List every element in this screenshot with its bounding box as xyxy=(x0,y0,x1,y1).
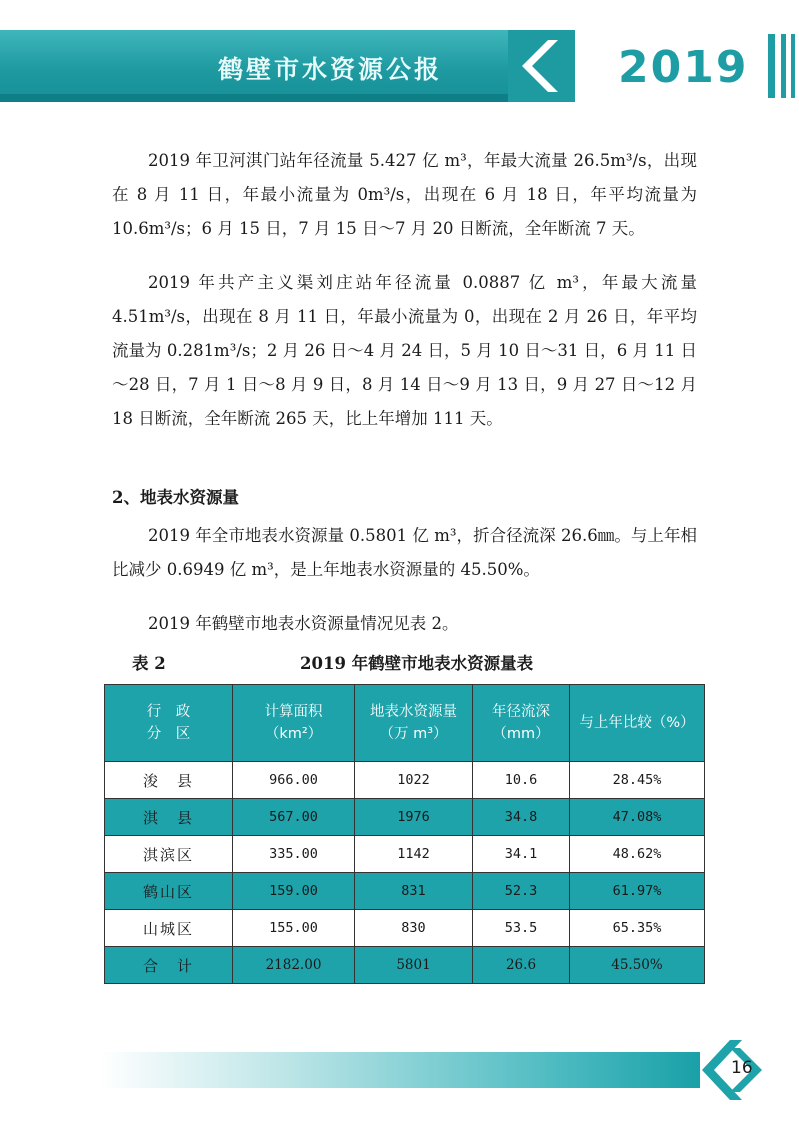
year-label: 2019 xyxy=(618,42,749,93)
surface-water-table xyxy=(104,684,705,984)
cell-runoff-depth: 34.1 xyxy=(473,836,570,873)
cell-area: 335.00 xyxy=(233,836,355,873)
table-total-row xyxy=(105,947,705,984)
cell-area: 155.00 xyxy=(233,910,355,947)
paragraph-surface-water: 2019 年全市地表水资源量 0.5801 亿 m³，折合径流深 26.6㎜。与上年相比减少 0.6949 亿 m³，是上年地表水资源量的 45.50%。 xyxy=(112,526,697,579)
cell-resource: 5801 xyxy=(355,947,473,984)
cell-ratio: 28.45% xyxy=(570,762,705,799)
cell-ratio: 61.97% xyxy=(570,873,705,910)
page-header xyxy=(0,30,799,102)
cell-resource: 1142 xyxy=(355,836,473,873)
footer-band xyxy=(100,1052,700,1088)
chevron-left-icon xyxy=(508,30,580,102)
cell-ratio: 47.08% xyxy=(570,799,705,836)
table-row xyxy=(105,762,705,799)
header-band-shadow xyxy=(0,94,560,102)
cell-area: 966.00 xyxy=(233,762,355,799)
cell-region: 浚 县 xyxy=(105,762,233,799)
column-header: 行 政 分 区 xyxy=(105,685,233,762)
section-heading: 2、地表水资源量 xyxy=(112,488,239,507)
page-number: 16 xyxy=(731,1058,753,1078)
cell-runoff-depth: 34.8 xyxy=(473,799,570,836)
cell-ratio: 45.50% xyxy=(570,947,705,984)
table-header-row xyxy=(105,685,705,762)
column-header: 地表水资源量 （万 m³） xyxy=(355,685,473,762)
table-row xyxy=(105,799,705,836)
cell-area: 159.00 xyxy=(233,873,355,910)
publication-title: 鹤壁市水资源公报 xyxy=(218,55,443,84)
paragraph-liuzhuang-station: 2019 年共产主义渠刘庄站年径流量 0.0887 亿 m³，年最大流量 4.51m³/s，出现在 8 月 11 日，年最小流量为 0，出现在 2 月 26 日，年平均流量为 0.281m³/s；2 月 26 日～4 月 24 日，5 月 10 日～31 日，6 月 11 日～28 日，7 月 1 日～8 月 9 日，8 月 14 日～9 月 13 日，9 月 27 日～12 月 18 日断流，全年断流 265 天，比上年增加 111 天。 xyxy=(112,273,697,428)
paragraph-qimen-station: 2019 年卫河淇门站年径流量 5.427 亿 m³，年最大流量 26.5m³/s，出现在 8 月 11 日，年最小流量为 0m³/s，出现在 6 月 18 日，年平均流量为 10.6m³/s；6 月 15 日，7 月 15 日～7 月 20 日断流，全年断流 7 天。 xyxy=(112,151,697,238)
cell-ratio: 48.62% xyxy=(570,836,705,873)
header-stripe xyxy=(768,34,775,98)
table-label: 表 2 xyxy=(132,654,166,673)
table-row xyxy=(105,873,705,910)
table-title: 2019 年鹤壁市地表水资源量表 xyxy=(300,654,534,673)
cell-resource: 831 xyxy=(355,873,473,910)
table-row xyxy=(105,836,705,873)
cell-area: 567.00 xyxy=(233,799,355,836)
cell-resource: 830 xyxy=(355,910,473,947)
column-header: 与上年比较（%） xyxy=(570,685,705,762)
cell-region: 山城区 xyxy=(105,910,233,947)
header-stripe xyxy=(781,34,786,98)
cell-runoff-depth: 53.5 xyxy=(473,910,570,947)
cell-region: 鹤山区 xyxy=(105,873,233,910)
cell-resource: 1022 xyxy=(355,762,473,799)
cell-runoff-depth: 26.6 xyxy=(473,947,570,984)
column-header: 计算面积 （km²） xyxy=(233,685,355,762)
cell-region: 淇 县 xyxy=(105,799,233,836)
column-header: 年径流深 （mm） xyxy=(473,685,570,762)
cell-region: 淇滨区 xyxy=(105,836,233,873)
cell-runoff-depth: 10.6 xyxy=(473,762,570,799)
cell-resource: 1976 xyxy=(355,799,473,836)
cell-runoff-depth: 52.3 xyxy=(473,873,570,910)
cell-ratio: 65.35% xyxy=(570,910,705,947)
paragraph-table-reference: 2019 年鹤壁市地表水资源量情况见表 2。 xyxy=(148,614,459,633)
cell-area: 2182.00 xyxy=(233,947,355,984)
header-stripe xyxy=(791,34,795,98)
cell-region: 合 计 xyxy=(105,947,233,984)
table-row xyxy=(105,910,705,947)
